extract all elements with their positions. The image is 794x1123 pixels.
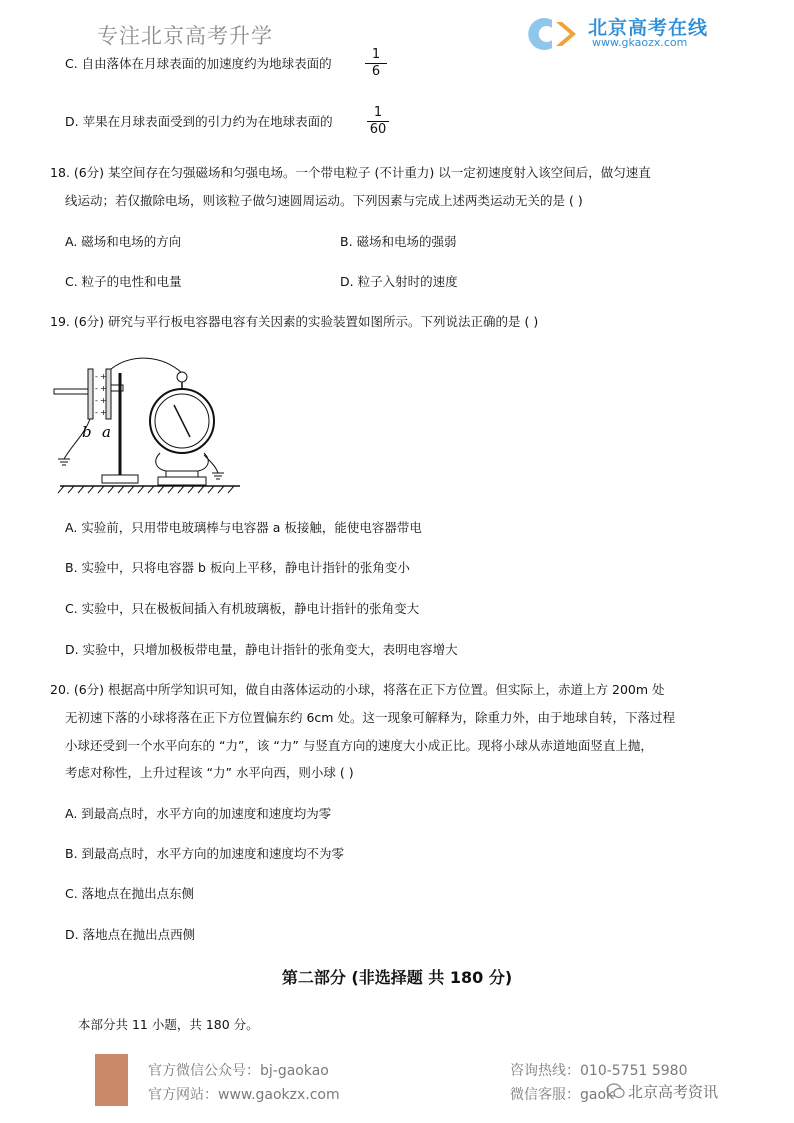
plate-a-label: a — [102, 423, 111, 441]
footer-service: 微信客服：gaok — [510, 1087, 615, 1103]
q20-stem-line3: 小球还受到一个水平向东的 “力”，该 “力” 与竖直方向的速度大小成正比。现将小球从赤道地面竖直上抛， — [65, 738, 653, 753]
part2-title: 第二部分 (非选择题 共 180 分) — [281, 968, 513, 987]
q17-option-d-fraction — [367, 105, 389, 138]
footer-color-block — [95, 1054, 128, 1106]
q20-option-c: C. 落地点在抛出点东侧 — [65, 886, 195, 901]
q18-stem-line2: 线运动；若仅撤除电场，则该粒子做匀速圆周运动。下列因素与完成上述两类运动无关的是 ( ) — [65, 193, 583, 208]
q20-stem-line2: 无初速下落的小球将落在正下方位置偏东约 6cm 处。这一现象可解释为，除重力外，由于地球自转，下落过程 — [65, 710, 675, 725]
q17-option-c: C. 自由落体在月球表面的加速度约为地球表面的 — [65, 56, 332, 71]
header-title: 专注北京高考升学 — [97, 24, 273, 48]
q18-option-d: D. 粒子入射时的速度 — [340, 274, 458, 289]
svg-text:-: - — [95, 372, 98, 381]
footer-hotline: 咨询热线：010-5751 5980 — [510, 1063, 688, 1079]
q19-option-a: A. 实验前，只用带电玻璃棒与电容器 a 板接触，能使电容器带电 — [65, 520, 422, 535]
q17-option-c-fraction — [365, 47, 387, 80]
plate-b-label: b — [82, 423, 92, 441]
q17-option-d: D. 苹果在月球表面受到的引力约为在地球表面的 — [65, 114, 333, 129]
q19-option-c: C. 实验中，只在极板间插入有机玻璃板，静电计指针的张角变大 — [65, 601, 420, 616]
svg-text:+: + — [100, 408, 107, 417]
q18-option-a: A. 磁场和电场的方向 — [65, 234, 182, 249]
svg-text:+: + — [100, 396, 107, 405]
q19-option-d: D. 实验中，只增加极板带电量，静电计指针的张角变大，表明电容增大 — [65, 642, 458, 657]
fraction-numerator: 1 — [365, 47, 387, 64]
fraction-numerator: 1 — [367, 105, 389, 122]
q19-option-b: B. 实验中，只将电容器 b 板向上平移，静电计指针的张角变小 — [65, 560, 410, 575]
logo-text: 北京高考在线 — [588, 17, 709, 39]
q18-option-c: C. 粒子的电性和电量 — [65, 274, 182, 289]
capacitor-electrometer-figure — [52, 355, 242, 495]
q20-option-a: A. 到最高点时，水平方向的加速度和速度均为零 — [65, 806, 332, 821]
logo-url: www.gkaozx.com — [592, 36, 688, 49]
footer-wechat: 官方微信公众号：bj-gaokao — [148, 1063, 329, 1079]
wechat-icon — [606, 1082, 626, 1100]
q19-stem: 19. (6分) 研究与平行板电容器电容有关因素的实验装置如图所示。下列说法正确的是 ( ) — [50, 314, 539, 329]
svg-text:-: - — [95, 384, 98, 393]
q20-option-d: D. 落地点在抛出点西侧 — [65, 927, 196, 942]
q20-stem-line1: 20. (6分) 根据高中所学知识可知，做自由落体运动的小球，将落在正下方位置。但实际上，赤道上方 200m 处 — [50, 682, 665, 697]
footer-watermark: 北京高考资讯 — [628, 1083, 719, 1101]
svg-text:-: - — [95, 408, 98, 417]
part2-intro: 本部分共 11 小题，共 180 分。 — [78, 1017, 259, 1032]
q20-option-b: B. 到最高点时，水平方向的加速度和速度均不为零 — [65, 846, 345, 861]
q18-option-b: B. 磁场和电场的强弱 — [340, 234, 457, 249]
q18-stem-line1: 18. (6分) 某空间存在匀强磁场和匀强电场。一个带电粒子 (不计重力) 以一定初速度射入该空间后，做匀速直 — [50, 165, 651, 180]
fraction-denominator: 6 — [371, 64, 381, 79]
svg-text:+: + — [100, 372, 107, 381]
fraction-denominator: 60 — [369, 122, 387, 137]
q20-stem-line4: 考虑对称性，上升过程该 “力” 水平向西，则小球 ( ) — [65, 765, 354, 780]
footer-website: 官方网站：www.gaokzx.com — [148, 1087, 340, 1103]
svg-text:+: + — [100, 384, 107, 393]
svg-text:-: - — [95, 396, 98, 405]
